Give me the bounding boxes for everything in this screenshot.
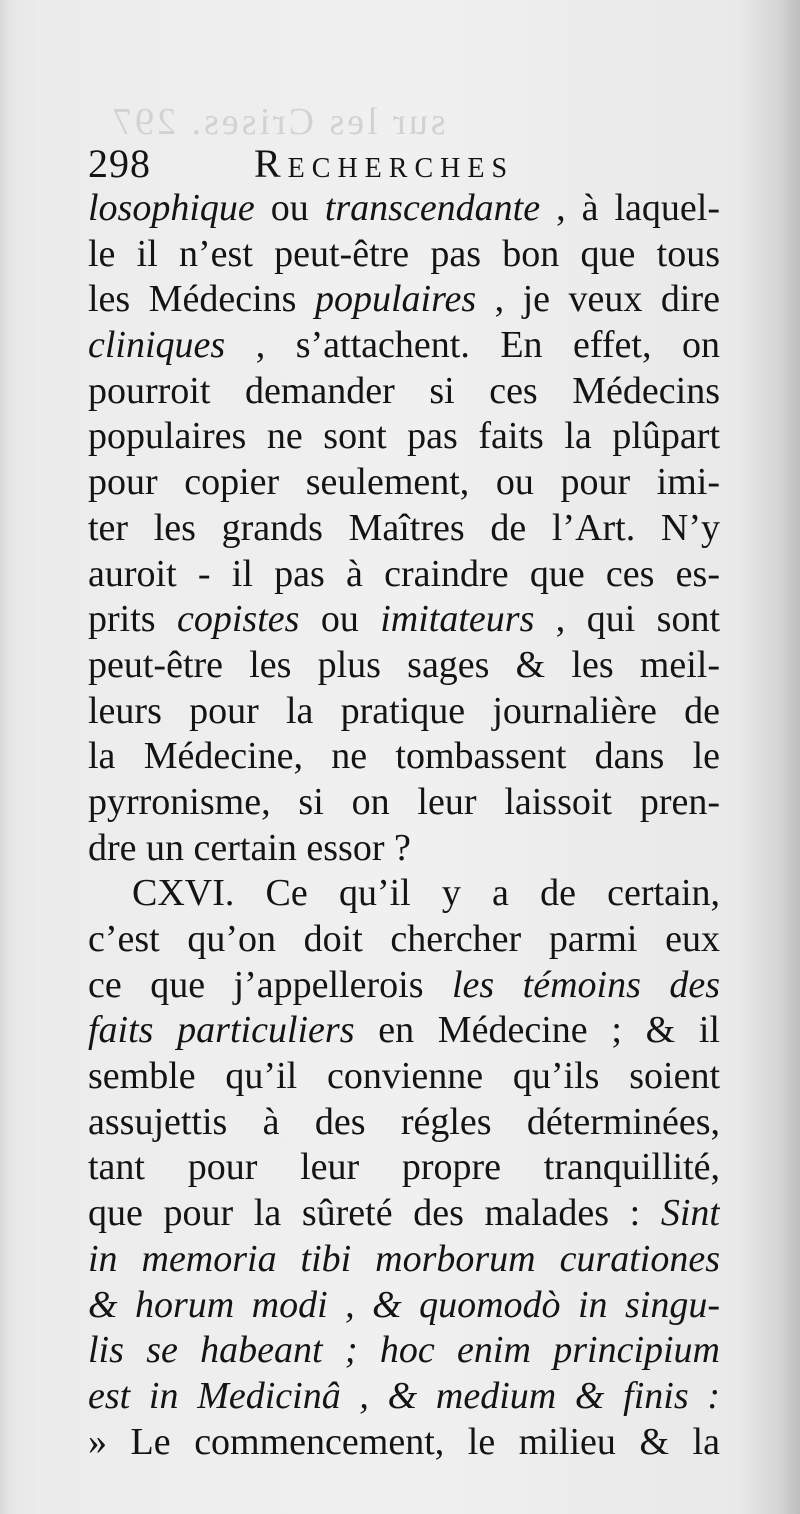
text-segment: ter les grands Maîtres de l’Art. N’y <box>88 506 720 549</box>
text-line <box>88 506 720 552</box>
text-line <box>88 323 720 369</box>
text-line <box>88 1054 720 1100</box>
text-segment: , à laquel- <box>540 187 720 229</box>
bleed-through-text: sur les Crises. 297 <box>110 101 446 143</box>
text-line <box>88 1374 720 1420</box>
text-segment: assujettis à des régles déterminées, <box>88 1100 720 1143</box>
italic-text: transcendante <box>324 187 541 229</box>
italic-text: populaires <box>314 278 477 321</box>
italic-text: losophique <box>88 187 255 229</box>
running-head: Recherches <box>254 141 515 186</box>
italic-text: faits particuliers <box>88 1009 355 1052</box>
text-line <box>88 1328 720 1374</box>
text-line <box>88 186 720 232</box>
text-segment: , je veux dire <box>476 278 720 321</box>
italic-text: cliniques <box>88 324 226 367</box>
text-line <box>88 826 720 872</box>
text-segment: en Médecine ; & il <box>354 1009 720 1052</box>
text-line <box>88 414 720 460</box>
text-segment: auroit - il pas à craindre que ces es- <box>88 552 720 595</box>
text-segment: prits <box>88 598 177 641</box>
text-segment: pourroit demander si ces Médecins <box>88 369 720 412</box>
text-line <box>88 552 720 598</box>
text-line <box>88 871 720 917</box>
text-segment: pyrronisme, si on leur laissoit pren- <box>88 780 720 823</box>
text-segment: populaires ne sont pas faits la plûpart <box>88 415 720 458</box>
italic-text: est in Medicinâ , & medium & finis : <box>88 1374 720 1417</box>
text-line <box>88 643 720 689</box>
text-line <box>88 1145 720 1191</box>
text-line <box>88 1008 720 1054</box>
page-number: 298 <box>88 141 151 186</box>
text-segment: peut-être les plus sages & les meil- <box>88 643 720 686</box>
text-line <box>88 597 720 643</box>
italic-text: les témoins des <box>451 963 720 1006</box>
text-segment: , s’attachent. En effet, on <box>225 324 720 367</box>
text-line <box>88 917 720 963</box>
text-segment: la Médecine, ne tombassent dans le <box>88 735 720 778</box>
text-segment: » Le commencement, le milieu & la <box>88 1420 720 1463</box>
italic-text: imitateurs <box>380 598 535 641</box>
text-segment: le il n’est peut-être pas bon que tous <box>88 232 720 275</box>
italic-text: in memoria tibi morborum curationes <box>88 1237 720 1280</box>
text-line <box>88 460 720 506</box>
text-line <box>88 780 720 826</box>
text-segment: tant pour leur propre tranquillité, <box>88 1146 720 1189</box>
text-line <box>88 1420 720 1466</box>
text-segment: , qui sont <box>534 598 720 641</box>
text-segment: CXVI. Ce qu’il y a de certain, <box>132 872 720 915</box>
text-segment: les Médecins <box>88 278 315 321</box>
text-segment: ou <box>254 187 325 229</box>
text-line <box>88 369 720 415</box>
text-segment: leurs pour la pratique journalière de <box>88 689 720 732</box>
body-text <box>88 186 720 1465</box>
text-segment: semble qu’il convienne qu’ils soient <box>88 1055 720 1098</box>
text-line <box>88 1191 720 1237</box>
text-segment: c’est qu’on doit chercher parmi eux <box>88 918 720 960</box>
text-line <box>88 1283 720 1329</box>
text-segment: pour copier seulement, ou pour imi- <box>88 461 720 504</box>
text-line <box>88 1237 720 1283</box>
text-segment: que pour la sûreté des malades : <box>88 1192 661 1235</box>
italic-text: Sint <box>660 1192 720 1235</box>
italic-text: copistes <box>176 598 300 641</box>
text-line <box>88 689 720 735</box>
text-line <box>88 277 720 323</box>
page-header <box>88 140 720 190</box>
italic-text: lis se habeant ; hoc enim principium <box>88 1329 720 1372</box>
text-segment: ce que j’appellerois <box>88 963 452 1006</box>
text-line <box>88 734 720 780</box>
text-line <box>88 963 720 1009</box>
text-segment: dre un certain essor ? <box>88 826 411 869</box>
text-line <box>88 232 720 278</box>
italic-text: & horum modi , & quomodò in singu- <box>88 1283 720 1326</box>
text-segment: ou <box>299 598 381 641</box>
text-line <box>88 1100 720 1146</box>
